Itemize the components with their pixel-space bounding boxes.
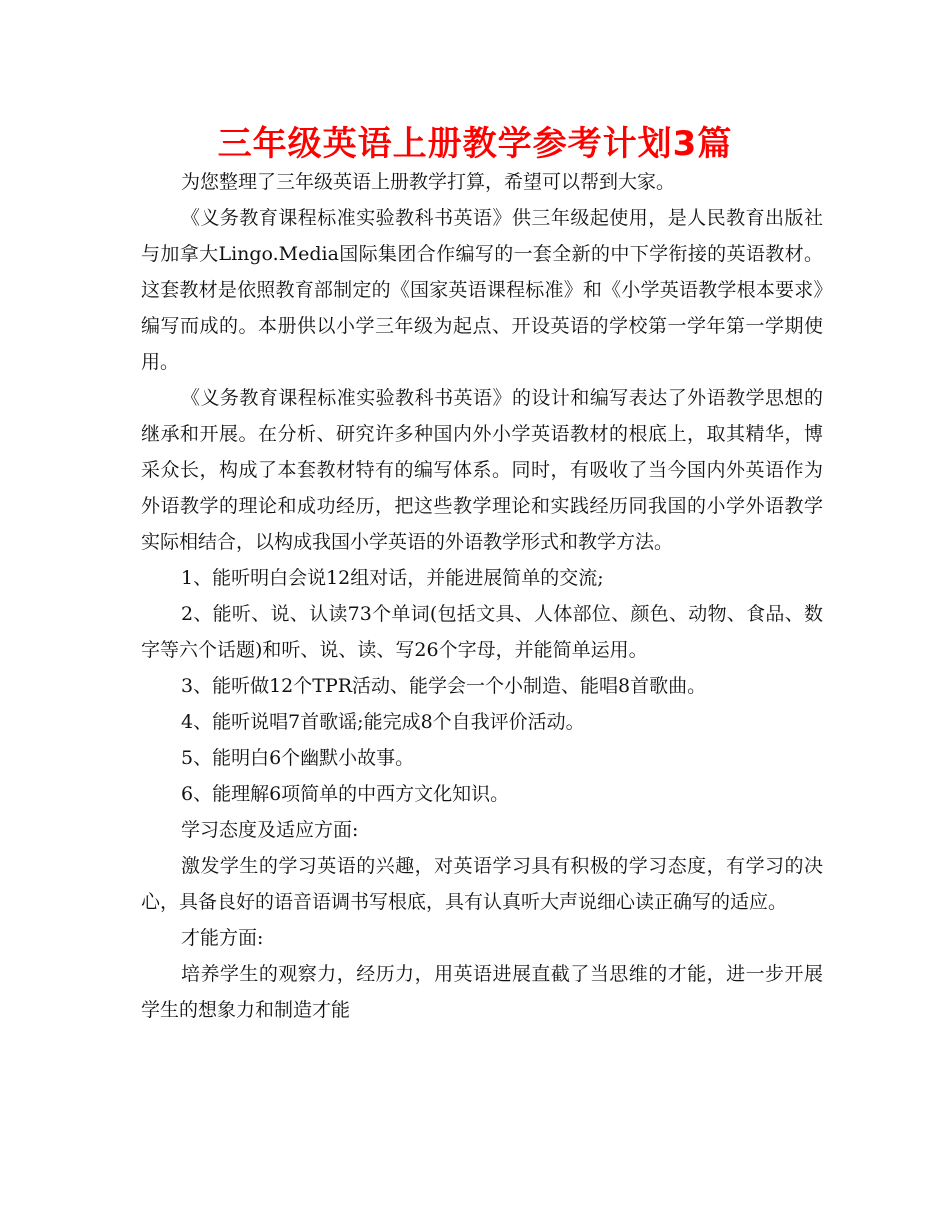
attitude-paragraph: 激发学生的学习英语的兴趣，对英语学习具有积极的学习态度，有学习的决心，具备良好的语音语调书写根底，具有认真听大声说细心读正确写的适应。 (141, 855, 823, 913)
document-body (141, 164, 823, 1028)
goal-item-2: 2、能听、说、认读73个单词(包括文具、人体部位、颜色、动物、食品、数字等六个话题)和听、说、读、写26个字母，并能简单运用。 (141, 603, 823, 661)
goal-item-4: 4、能听说唱7首歌谣;能完成8个自我评价活动。 (181, 711, 585, 733)
ability-paragraph: 培养学生的观察力，经历力，用英语进展直截了当思维的才能，进一步开展学生的想象力和制造才能 (141, 963, 823, 1021)
textbook-overview-paragraph: 《义务教育课程标准实验教科书英语》供三年级起使用，是人民教育出版社与加拿大Lingo.Media国际集团合作编写的一套全新的中下学衔接的英语教材。这套教材是依照教育部制定的《国家英语课程标准》和《小学英语教学根本要求》编写而成的。本册供以小学三年级为起点、开设英语的学校第一学年第一学期使用。 (141, 207, 823, 373)
intro-paragraph: 为您整理了三年级英语上册教学打算，希望可以帮到大家。 (181, 171, 676, 193)
goal-item-5: 5、能明白6个幽默小故事。 (181, 747, 415, 769)
goal-item-3: 3、能听做12个TPR活动、能学会一个小制造、能唱8首歌曲。 (181, 675, 707, 697)
section-heading-attitude: 学习态度及适应方面: (181, 819, 359, 841)
section-heading-ability: 才能方面: (181, 927, 264, 949)
design-philosophy-paragraph: 《义务教育课程标准实验教科书英语》的设计和编写表达了外语教学思想的继承和开展。在分析、研究许多种国内外小学英语教材的根底上，取其精华，博采众长，构成了本套教材特有的编写体系。同时，有吸收了当今国内外英语作为外语教学的理论和成功经历，把这些教学理论和实践经历同我国的小学外语教学实际相结合，以构成我国小学英语的外语教学形式和教学方法。 (141, 387, 823, 553)
goal-item-1: 1、能听明白会说12组对话，并能进展简单的交流; (181, 567, 604, 589)
goal-item-6: 6、能理解6项简单的中西方文化知识。 (181, 783, 510, 805)
document-title: 三年级英语上册教学参考计划3篇 (217, 124, 733, 164)
